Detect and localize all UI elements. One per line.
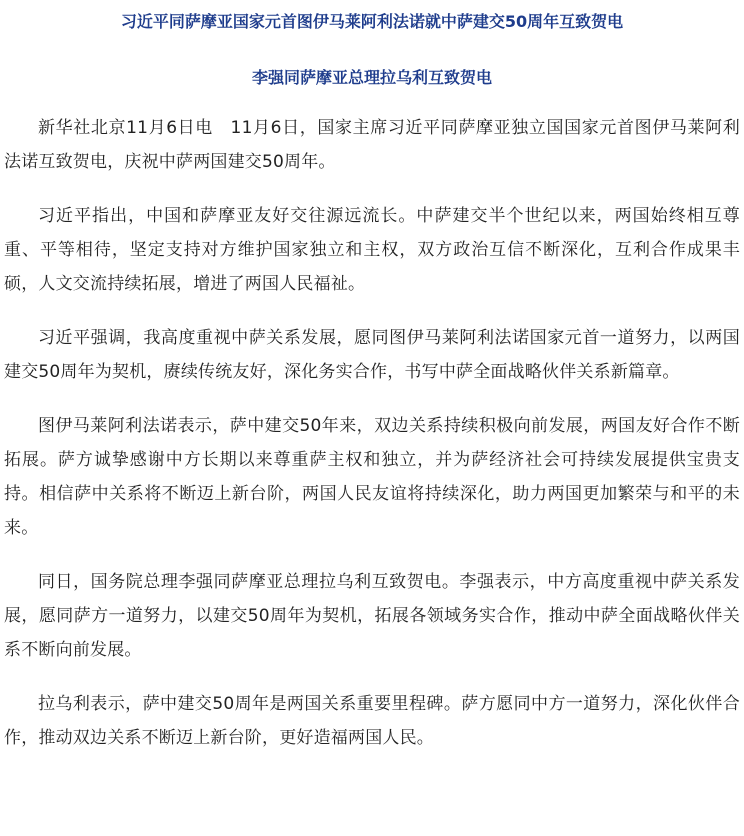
article-paragraph-5: 同日，国务院总理李强同萨摩亚总理拉乌利互致贺电。李强表示，中方高度重视中萨关系发展，愿同萨方一道努力，以建交50周年为契机，拓展各领域务实合作，推动中萨全面战略伙伴关系不断向前发展。 xyxy=(4,572,740,660)
article-body xyxy=(4,111,740,755)
article-paragraph-3: 习近平强调，我高度重视中萨关系发展，愿同图伊马莱阿利法诺国家元首一道努力，以两国建交50周年为契机，赓续传统友好，深化务实合作，书写中萨全面战略伙伴关系新篇章。 xyxy=(4,328,740,382)
article-subheadline: 李强同萨摩亚总理拉乌利互致贺电 xyxy=(251,68,492,87)
article-headline: 习近平同萨摩亚国家元首图伊马莱阿利法诺就中萨建交50周年互致贺电 xyxy=(120,12,624,31)
article-paragraph-1: 新华社北京11月6日电 11月6日，国家主席习近平同萨摩亚独立国国家元首图伊马莱阿利法诺互致贺电，庆祝中萨两国建交50周年。 xyxy=(4,118,740,172)
article-paragraph-6: 拉乌利表示，萨中建交50周年是两国关系重要里程碑。萨方愿同中方一道努力，深化伙伴合作，推动双边关系不断迈上新台阶，更好造福两国人民。 xyxy=(4,694,740,748)
article-paragraph-2: 习近平指出，中国和萨摩亚友好交往源远流长。中萨建交半个世纪以来，两国始终相互尊重、平等相待，坚定支持对方维护国家独立和主权，双方政治互信不断深化，互利合作成果丰硕，人文交流持续拓展，增进了两国人民福祉。 xyxy=(4,206,740,294)
article-paragraph-4: 图伊马莱阿利法诺表示，萨中建交50年来，双边关系持续积极向前发展，两国友好合作不断拓展。萨方诚挚感谢中方长期以来尊重萨主权和独立，并为萨经济社会可持续发展提供宝贵支持。相信萨中关系将不断迈上新台阶，两国人民友谊将持续深化，助力两国更加繁荣与和平的未来。 xyxy=(4,416,740,538)
